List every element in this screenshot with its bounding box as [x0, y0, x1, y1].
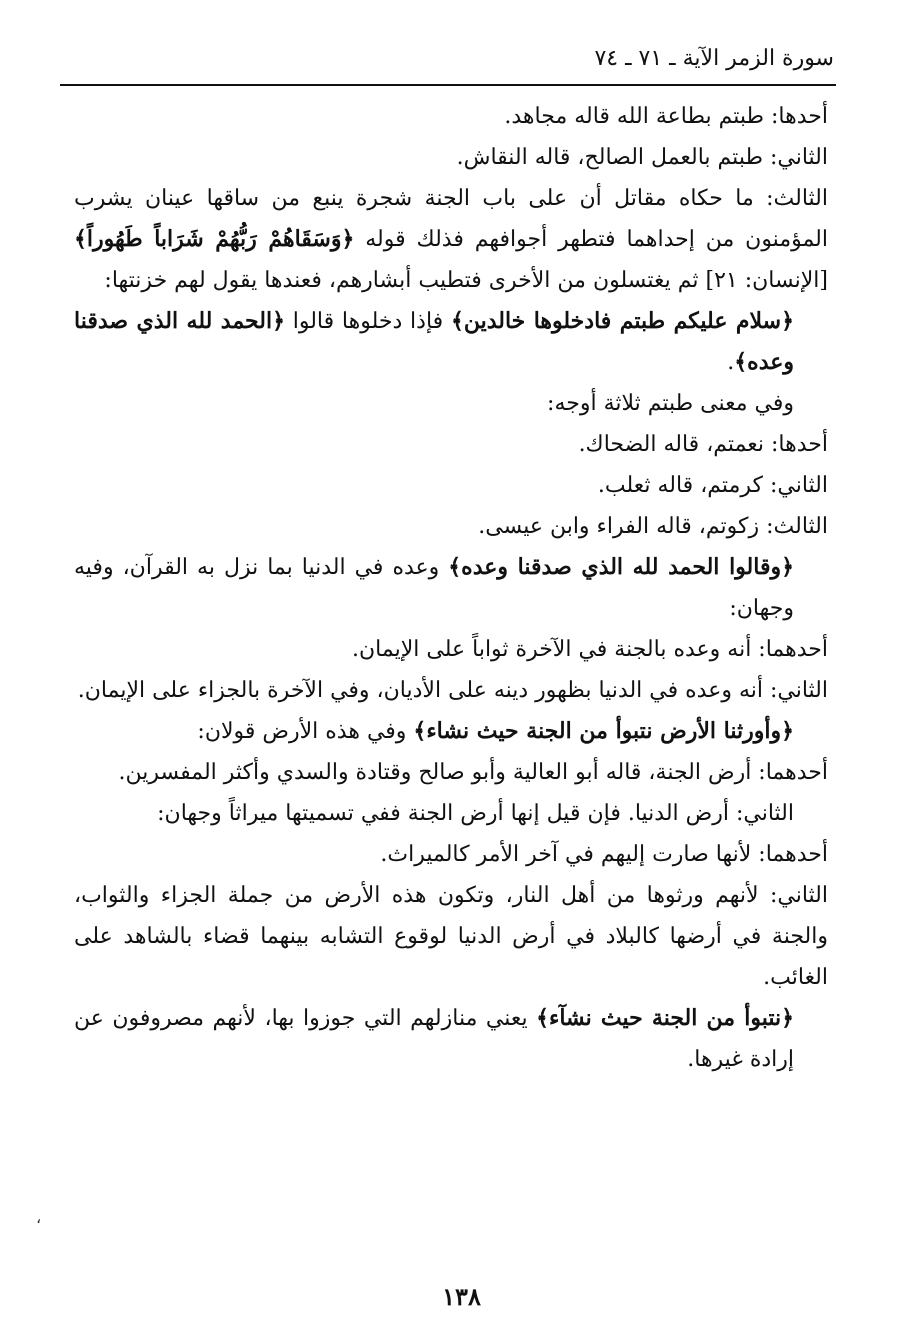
running-header: سورة الزمر الآية ـ ٧١ ـ ٧٤ [594, 46, 834, 71]
paragraph-17 [74, 998, 828, 1080]
header-divider [60, 84, 836, 86]
page-body [74, 96, 828, 1080]
paragraph-5: وفي معنى طبتم ثلاثة أوجه: [547, 391, 794, 416]
paragraph-6: أحدها: نعمتم، قاله الضحاك. [578, 432, 828, 457]
paragraph-3-text-b: [الإنسان: ٢١] ثم يغتسلون من الأخرى فتطيب أبشارهم، فعندها يقول لهم خزنتها: [104, 268, 828, 293]
paragraph-8: الثالث: زكوتم، قاله الفراء وابن عيسى. [478, 514, 828, 539]
paragraph-3-text-a: الثالث: ما حكاه مقاتل أن على باب الجنة شجرة ينبع من ساقها عينان يشرب المؤمنون من إحداهما فتطهر أجوافهم فذلك قوله [74, 186, 829, 252]
paragraph-15: أحدهما: لأنها صارت إليهم في آخر الأمر كالميراث. [380, 842, 828, 867]
paragraph-14: الثاني: أرض الدنيا. فإن قيل إنها أرض الجنة ففي تسميتها ميراثاً وجهان: [157, 801, 794, 826]
quran-quote-salam: ﴿سلام عليكم طبتم فادخلوها خالدين﴾ [450, 308, 794, 334]
paragraph-4-text-end: . [727, 350, 735, 375]
paragraph-12-text: وفي هذه الأرض قولان: [197, 719, 414, 744]
paragraph-4 [74, 301, 828, 383]
quran-quote-awrathna: ﴿وأورثنا الأرض نتبوأ من الجنة حيث نشاء﴾ [413, 718, 794, 744]
quran-quote-natabawwa: ﴿نتبوأ من الجنة حيث نشآء﴾ [536, 1005, 794, 1031]
quran-quote-insan: ﴿وَسَقَاهُمْ رَبُّهُمْ شَرَاباً طَهُوراً﴾ [74, 226, 355, 252]
paragraph-9-text: وعده في الدنيا بما نزل به القرآن، وفيه وجهان: [74, 555, 794, 621]
margin-mark: ، [36, 1208, 42, 1227]
paragraph-1: أحدها: طبتم بطاعة الله قاله مجاهد. [504, 104, 828, 129]
paragraph-12 [74, 711, 828, 752]
page-number: ١٣٨ [442, 1282, 481, 1311]
paragraph-3 [74, 178, 828, 301]
paragraph-13: أحدهما: أرض الجنة، قاله أبو العالية وأبو صالح وقتادة والسدي وأكثر المفسرين. [118, 760, 828, 785]
paragraph-16: الثاني: لأنهم ورثوها من أهل النار، وتكون هذه الأرض من جملة الجزاء والثواب، والجنة في أرضها كالبلاد في أرض الدنيا لوقوع التشابه بينهما قضاء بالشاهد على الغائب. [74, 883, 828, 990]
quran-quote-waqalu: ﴿وقالوا الحمد لله الذي صدقنا وعده﴾ [448, 554, 794, 580]
paragraph-9 [74, 547, 828, 629]
paragraph-2: الثاني: طبتم بالعمل الصالح، قاله النقاش. [456, 145, 828, 170]
paragraph-11: الثاني: أنه وعده في الدنيا بظهور دينه على الأديان، وفي الآخرة بالجزاء على الإيمان. [77, 678, 828, 703]
paragraph-17-text: يعني منازلهم التي جوزوا بها، لأنهم مصروفون عن إرادة غيرها. [74, 1006, 794, 1072]
paragraph-10: أحدهما: أنه وعده بالجنة في الآخرة ثواباً على الإيمان. [352, 637, 828, 662]
paragraph-7: الثاني: كرمتم، قاله ثعلب. [597, 473, 828, 498]
paragraph-4-text-mid: فإذا دخلوها قالوا [284, 309, 451, 334]
quran-quote-alhamd: ﴿الحمد لله الذي صدقنا وعده﴾ [74, 308, 794, 375]
